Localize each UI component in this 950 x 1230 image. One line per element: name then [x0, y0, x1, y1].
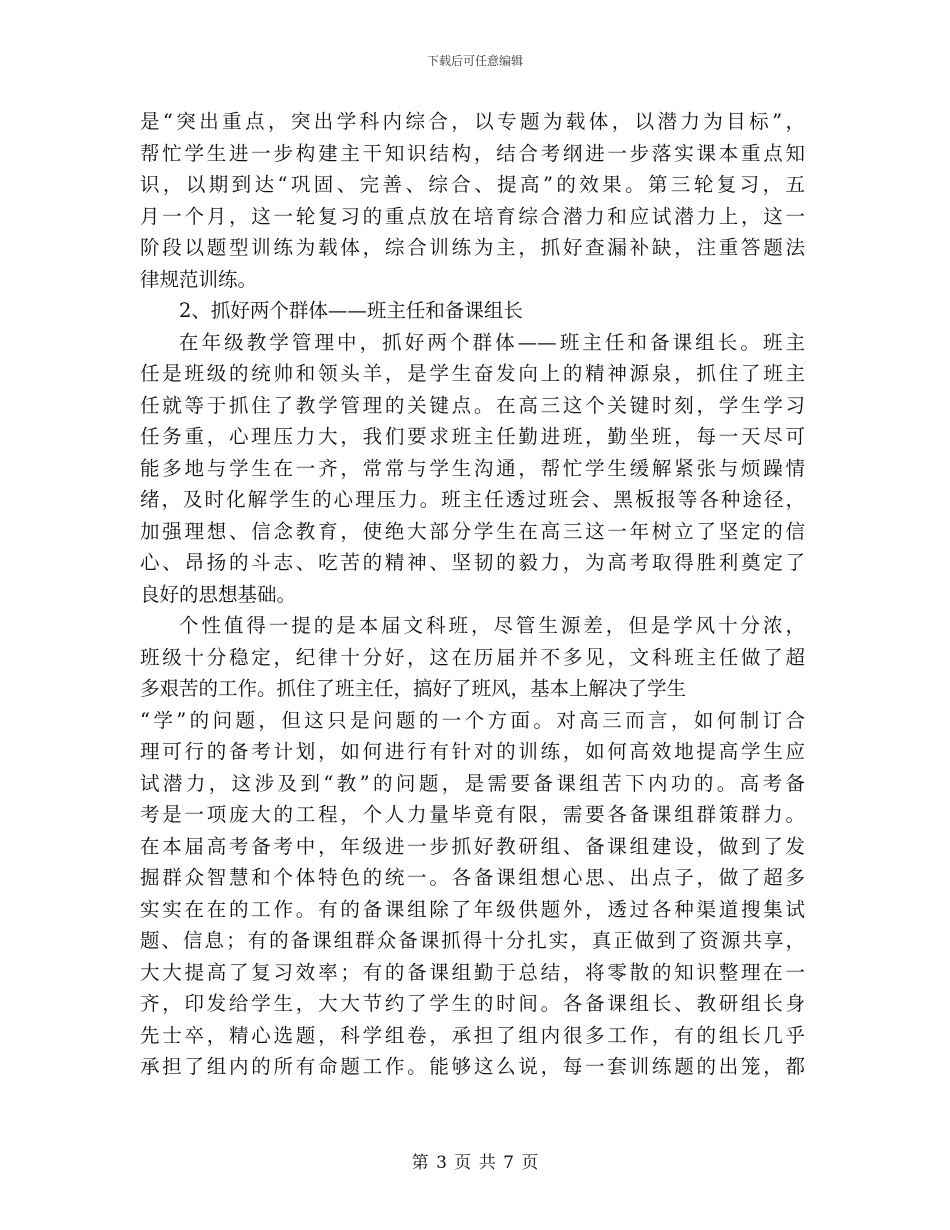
body-text	[140, 106, 805, 1083]
text-line: 大大提高了复习效率；有的备课组勤于总结，将零散的知识整理在一	[140, 960, 805, 984]
text-line: 齐，印发给学生，大大节约了学生的时间。各备课组长、教研组长身	[140, 992, 805, 1015]
text-line: 任是班级的统帅和领头羊，是学生奋发向上的精神源泉，抓住了班主	[140, 362, 805, 385]
text-line: 承担了组内的所有命题工作。能够这么说，每一套训练题的出笼，都	[140, 1055, 805, 1078]
text-line: 掘群众智慧和个体特色的统一。各备课组想心思、出点子，做了超多	[140, 866, 805, 889]
text-line: 理可行的备考计划，如何进行有针对的训练，如何高效地提高学生应	[140, 740, 805, 763]
page-header: 下载后可任意编辑	[426, 54, 523, 68]
text-line: 能多地与学生在一齐，常常与学生沟通，帮忙学生缓解紧张与烦躁情	[140, 456, 805, 480]
text-line: 心、昂扬的斗志、吃苦的精神、坚韧的毅力，为高考取得胜利奠定了	[140, 551, 805, 574]
text-line: 考是一项庞大的工程，个人力量毕竟有限，需要各备课组群策群力。	[140, 803, 805, 826]
text-line: 律规范训练。	[140, 267, 258, 291]
text-line: 是“突出重点，突出学科内综合，以专题为载体，以潜力为目标”，	[140, 110, 805, 133]
text-line: 题、信息；有的备课组群众备课抓得十分扎实，真正做到了资源共享，	[140, 929, 805, 952]
text-line: 阶段以题型训练为载体，综合训练为主，抓好查漏补缺，注重答题法	[140, 236, 805, 259]
text-line: 试潜力，这涉及到“教”的问题，是需要备课组苦下内功的。高考备	[140, 771, 805, 795]
text-line: 良好的思想基础。	[140, 582, 297, 606]
section-heading: 2、抓好两个群体——班主任和备课组长	[179, 299, 523, 322]
text-line: 任就等于抓住了教学管理的关键点。在高三这个关键时刻，学生学习	[140, 393, 805, 417]
text-line: 月一个月，这一轮复习的重点放在培育综合潜力和应试潜力上，这一	[140, 204, 805, 228]
text-line: 加强理想、信念教育，使绝大部分学生在高三这一年树立了坚定的信	[140, 519, 805, 543]
text-line: 在年级教学管理中，抓好两个群体——班主任和备课组长。班主	[179, 330, 805, 354]
text-line: 任务重，心理压力大，我们要求班主任勤进班，勤坐班，每一天尽可	[140, 425, 805, 448]
text-line: 多艰苦的工作。抓住了班主任，搞好了班风，基本上解决了学生	[140, 677, 687, 700]
text-line: 识，以期到达“巩固、完善、综合、提高”的效果。第三轮复习，五	[140, 173, 805, 196]
text-line: “学”的问题，但这只是问题的一个方面。对高三而言，如何制订合	[140, 708, 805, 732]
page-footer: 第 3 页 共 7 页	[411, 1153, 539, 1173]
text-line: 帮忙学生进一步构建主干知识结构，结合考纲进一步落实课本重点知	[140, 141, 805, 165]
text-line: 在本届高考备考中，年级进一步抓好教研组、备课组建设，做到了发	[140, 834, 805, 858]
text-line: 班级十分稳定，纪律十分好，这在历届并不多见，文科班主任做了超	[140, 645, 805, 669]
text-line: 个性值得一提的是本届文科班，尽管生源差，但是学风十分浓，	[179, 614, 805, 637]
text-line: 先士卒，精心选题，科学组卷，承担了组内很多工作，有的组长几乎	[140, 1023, 805, 1047]
text-line: 实实在在的工作。有的备课组除了年级供题外，透过各种渠道搜集试	[140, 897, 805, 921]
text-line: 绪，及时化解学生的心理压力。班主任透过班会、黑板报等各种途径，	[140, 488, 805, 511]
